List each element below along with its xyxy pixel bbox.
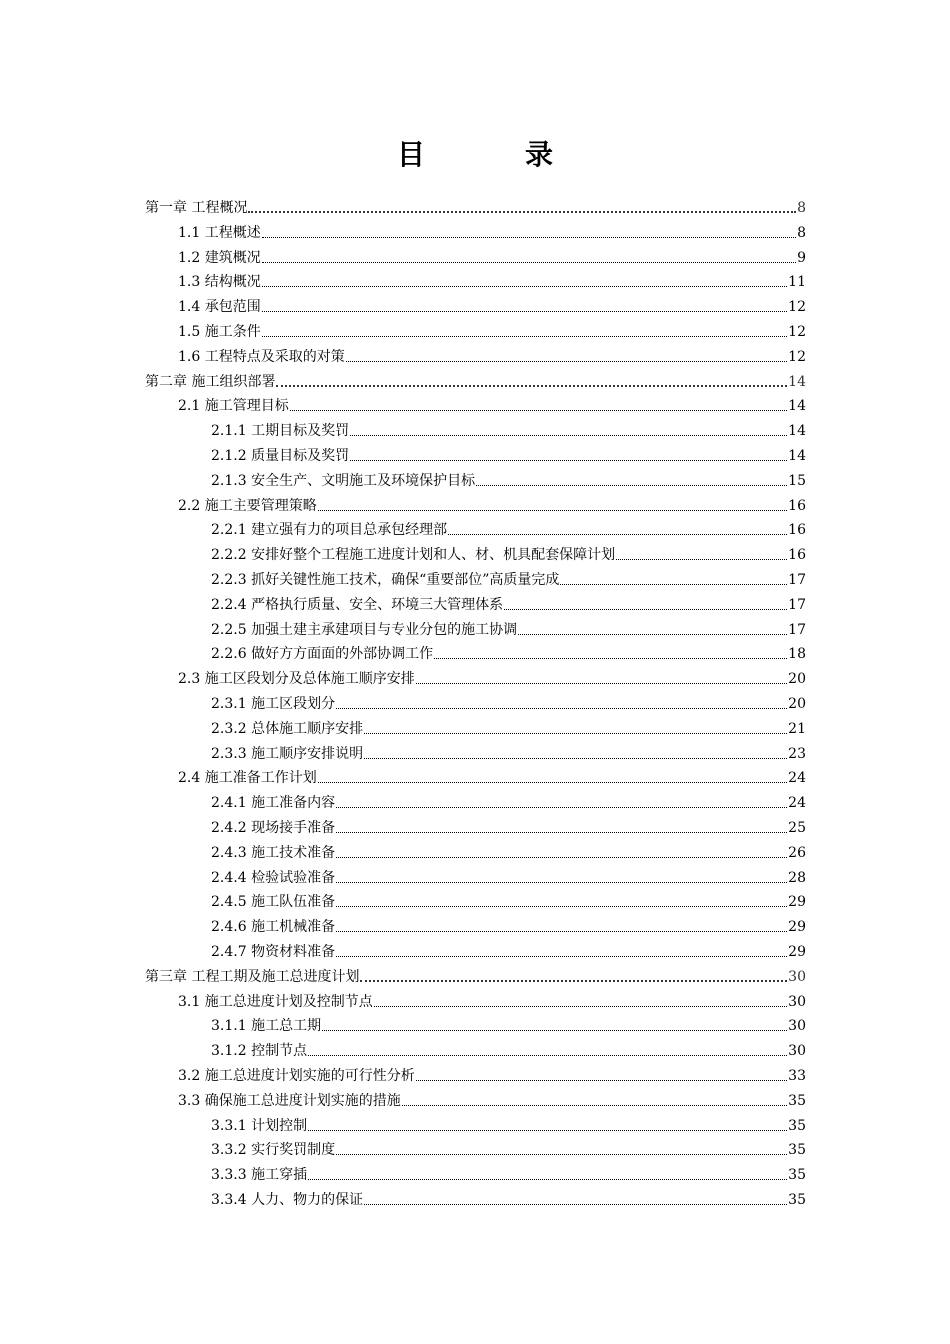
toc-page-number: 14 <box>788 398 806 415</box>
toc-entry-label: 1.4 承包范围 <box>178 299 261 316</box>
toc-page-number: 11 <box>788 274 806 291</box>
toc-entry[interactable] <box>211 813 806 837</box>
toc-entry-label: 1.6 工程特点及采取的对策 <box>178 348 345 365</box>
dot-leader <box>318 497 787 515</box>
dot-leader <box>364 1191 787 1209</box>
toc-entry-label: 2.2.5 加强土建主承建项目与专业分包的施工协调 <box>211 621 518 638</box>
toc-entry[interactable] <box>178 391 806 415</box>
toc-entry[interactable] <box>211 540 806 564</box>
toc-page-number: 24 <box>788 770 806 787</box>
toc-page-number: 14 <box>788 423 806 440</box>
toc-entry[interactable] <box>211 788 806 812</box>
toc-entry-label: 2.2 施工主要管理策略 <box>178 497 317 514</box>
toc-page-number: 17 <box>788 621 806 638</box>
toc-entry[interactable] <box>211 1135 806 1159</box>
toc-entry[interactable] <box>211 689 806 713</box>
toc-entry[interactable] <box>211 1111 806 1135</box>
toc-entry[interactable] <box>211 887 806 911</box>
toc-page-number: 16 <box>788 547 806 564</box>
toc-page-number: 15 <box>788 472 806 489</box>
toc-entry-label: 2.4.3 施工技术准备 <box>211 844 336 861</box>
toc-entry-label: 3.1.2 控制节点 <box>211 1043 308 1060</box>
toc-entry[interactable] <box>178 763 806 787</box>
toc-entry-label: 2.4.4 检验试验准备 <box>211 869 336 886</box>
toc-chapter-entry[interactable] <box>145 962 806 986</box>
dot-leader <box>262 273 787 291</box>
toc-chapter-entry[interactable] <box>145 367 806 391</box>
toc-entry[interactable] <box>211 1011 806 1035</box>
toc-entry-label: 2.4.5 施工队伍准备 <box>211 894 336 911</box>
toc-entry-label: 2.2.3 抓好关键性施工技术，确保“重要部位”高质量完成 <box>211 572 560 588</box>
toc-entry[interactable] <box>211 739 806 763</box>
toc-entry[interactable] <box>211 515 806 539</box>
toc-page-number: 14 <box>788 448 806 464</box>
toc-page-number: 20 <box>788 671 806 688</box>
toc-entry[interactable] <box>211 714 806 738</box>
dot-leader <box>560 571 787 589</box>
toc-entry[interactable] <box>211 1160 806 1184</box>
toc-entry-label: 3.2 施工总进度计划实施的可行性分析 <box>178 1068 415 1084</box>
toc-entry[interactable] <box>211 416 806 440</box>
dot-leader <box>290 397 787 415</box>
toc-page-number: 16 <box>788 522 806 539</box>
toc-page-number: 9 <box>797 249 806 266</box>
toc-entry-label: 2.1.1 工期目标及奖罚 <box>211 423 350 440</box>
dot-leader <box>308 1042 787 1060</box>
toc-entry-label: 2.3 施工区段划分及总体施工顺序安排 <box>178 671 415 688</box>
toc-entry[interactable] <box>211 639 806 663</box>
dot-leader <box>448 521 787 539</box>
dot-leader <box>336 844 787 862</box>
dot-leader <box>364 720 787 738</box>
dot-leader <box>336 794 787 812</box>
toc-entry-label: 3.3.4 人力、物力的保证 <box>211 1192 364 1208</box>
toc-page-number: 35 <box>788 1167 806 1184</box>
dot-leader <box>336 918 787 936</box>
toc-entry[interactable] <box>211 590 806 614</box>
toc-page-number: 35 <box>788 1192 806 1208</box>
toc-page-number: 12 <box>788 348 806 365</box>
dot-leader <box>336 695 787 713</box>
dot-leader <box>434 645 787 663</box>
toc-entry-label: 3.3.1 计划控制 <box>211 1117 308 1134</box>
dot-leader <box>336 869 787 887</box>
toc-page-number: 35 <box>788 1142 806 1159</box>
toc-entry-label: 2.2.4 严格执行质量、安全、环境三大管理体系 <box>211 596 504 613</box>
toc-entry-label: 2.1.2 质量目标及奖罚 <box>211 448 350 464</box>
toc-entry[interactable] <box>211 912 806 936</box>
toc-page-number: 8 <box>797 200 806 216</box>
toc-entry-label: 2.4.2 现场接手准备 <box>211 820 336 836</box>
toc-page-number: 12 <box>788 299 806 316</box>
dot-leader <box>336 1141 787 1159</box>
toc-entry-label: 1.3 结构概况 <box>178 274 261 291</box>
toc-page-number: 30 <box>788 1018 806 1035</box>
toc-entry[interactable] <box>211 838 806 862</box>
toc-entry[interactable] <box>178 342 806 366</box>
toc-entry[interactable] <box>211 863 806 887</box>
toc-entry[interactable] <box>211 565 806 589</box>
toc-page-number: 17 <box>788 572 806 588</box>
dot-leader <box>262 323 787 341</box>
toc-entry[interactable] <box>211 937 806 961</box>
dot-leader <box>416 670 787 688</box>
toc-entry-label: 第一章 工程概况 <box>145 200 248 216</box>
dot-leader <box>346 348 787 366</box>
toc-page-number: 8 <box>797 224 806 241</box>
toc-entry[interactable] <box>178 292 806 316</box>
dot-leader <box>504 596 787 614</box>
toc-page-number: 16 <box>788 497 806 514</box>
dot-leader <box>350 447 787 465</box>
toc-page-number: 21 <box>788 720 806 737</box>
toc-entry-label: 2.1 施工管理目标 <box>178 398 289 415</box>
toc-entry[interactable] <box>178 317 806 341</box>
toc-page-number: 20 <box>788 696 806 712</box>
dot-leader <box>374 993 787 1011</box>
dot-leader <box>336 893 787 911</box>
toc-entry[interactable] <box>211 441 806 465</box>
toc-entry-label: 2.3.3 施工顺序安排说明 <box>211 745 364 762</box>
toc-page-number: 30 <box>788 968 806 985</box>
toc-page-number: 35 <box>788 1117 806 1134</box>
toc-page-number: 30 <box>788 1043 806 1060</box>
dot-leader <box>308 1117 787 1135</box>
toc-page-number: 29 <box>788 919 806 936</box>
toc-entry[interactable] <box>178 664 806 688</box>
dot-leader <box>262 298 787 316</box>
dot-leader <box>402 1092 787 1110</box>
toc-entry[interactable] <box>178 267 806 291</box>
toc-page-number: 14 <box>788 373 806 390</box>
toc-page-number: 35 <box>788 1092 806 1109</box>
dot-leader <box>248 199 796 217</box>
toc-page-number: 29 <box>788 894 806 911</box>
toc-page-number: 24 <box>788 795 806 812</box>
toc-page-number: 29 <box>788 944 806 960</box>
toc-chapter-entry[interactable] <box>145 193 806 217</box>
toc-entry-label: 3.1 施工总进度计划及控制节点 <box>178 993 373 1010</box>
toc-entry[interactable] <box>178 218 806 242</box>
toc-entry[interactable] <box>178 1061 806 1085</box>
dot-leader <box>322 1017 787 1035</box>
toc-entry-label: 2.4.7 物资材料准备 <box>211 944 336 960</box>
toc-entry-label: 2.2.6 做好方方面面的外部协调工作 <box>211 646 434 663</box>
toc-entry[interactable] <box>211 1185 806 1209</box>
toc-entry-label: 1.1 工程概述 <box>178 224 261 241</box>
toc-entry-label: 1.2 建筑概况 <box>178 249 261 266</box>
toc-entry-label: 3.3.2 实行奖罚制度 <box>211 1142 336 1159</box>
toc-entry-label: 第三章 工程工期及施工总进度计划 <box>145 968 360 985</box>
dot-leader <box>262 249 796 267</box>
toc-page-number: 26 <box>788 844 806 861</box>
dot-leader <box>476 472 787 490</box>
toc-page-number: 30 <box>788 993 806 1010</box>
toc-entry-label: 2.4 施工准备工作计划 <box>178 770 317 787</box>
dot-leader <box>318 769 787 787</box>
toc-entry-label: 3.3 确保施工总进度计划实施的措施 <box>178 1092 401 1109</box>
toc-entry[interactable] <box>211 615 806 639</box>
dot-leader <box>360 968 787 986</box>
toc-page-number: 17 <box>788 596 806 613</box>
toc-entry-label: 3.3.3 施工穿插 <box>211 1167 308 1184</box>
toc-entry-label: 3.1.1 施工总工期 <box>211 1018 322 1035</box>
toc-entry-label: 2.4.6 施工机械准备 <box>211 919 336 936</box>
toc-entry-label: 第二章 施工组织部署 <box>145 373 276 390</box>
toc-entry-label: 2.4.1 施工准备内容 <box>211 795 336 812</box>
toc-page-number: 25 <box>788 820 806 836</box>
dot-leader <box>262 224 796 242</box>
dot-leader <box>336 943 787 961</box>
toc-page-number: 33 <box>788 1068 806 1084</box>
toc-entry-label: 2.3.1 施工区段划分 <box>211 696 336 712</box>
dot-leader <box>308 1166 787 1184</box>
toc-page-number: 12 <box>788 324 806 340</box>
dot-leader <box>364 745 787 763</box>
toc-entry[interactable] <box>211 466 806 490</box>
toc-entry[interactable] <box>178 243 806 267</box>
dot-leader <box>336 819 787 837</box>
dot-leader <box>416 1067 787 1085</box>
dot-leader <box>276 373 787 391</box>
toc-entry[interactable] <box>211 1036 806 1060</box>
toc-entry-label: 2.2.2 安排好整个工程施工进度计划和人、材、机具配套保障计划 <box>211 547 616 564</box>
toc-page-number: 18 <box>788 646 806 663</box>
toc-entry[interactable] <box>178 987 806 1011</box>
toc-entry-label: 2.3.2 总体施工顺序安排 <box>211 720 364 737</box>
toc-entry-label: 2.2.1 建立强有力的项目总承包经理部 <box>211 522 448 539</box>
toc-entry-label: 1.5 施工条件 <box>178 324 261 340</box>
dot-leader <box>350 422 787 440</box>
page-title: 目 录 <box>396 138 589 171</box>
toc-page-number: 28 <box>788 869 806 886</box>
toc-page-number: 23 <box>788 745 806 762</box>
toc-entry-label: 2.1.3 安全生产、文明施工及环境保护目标 <box>211 472 476 489</box>
dot-leader <box>518 621 787 639</box>
toc-entry[interactable] <box>178 491 806 515</box>
toc-entry[interactable] <box>178 1086 806 1110</box>
dot-leader <box>616 546 787 564</box>
